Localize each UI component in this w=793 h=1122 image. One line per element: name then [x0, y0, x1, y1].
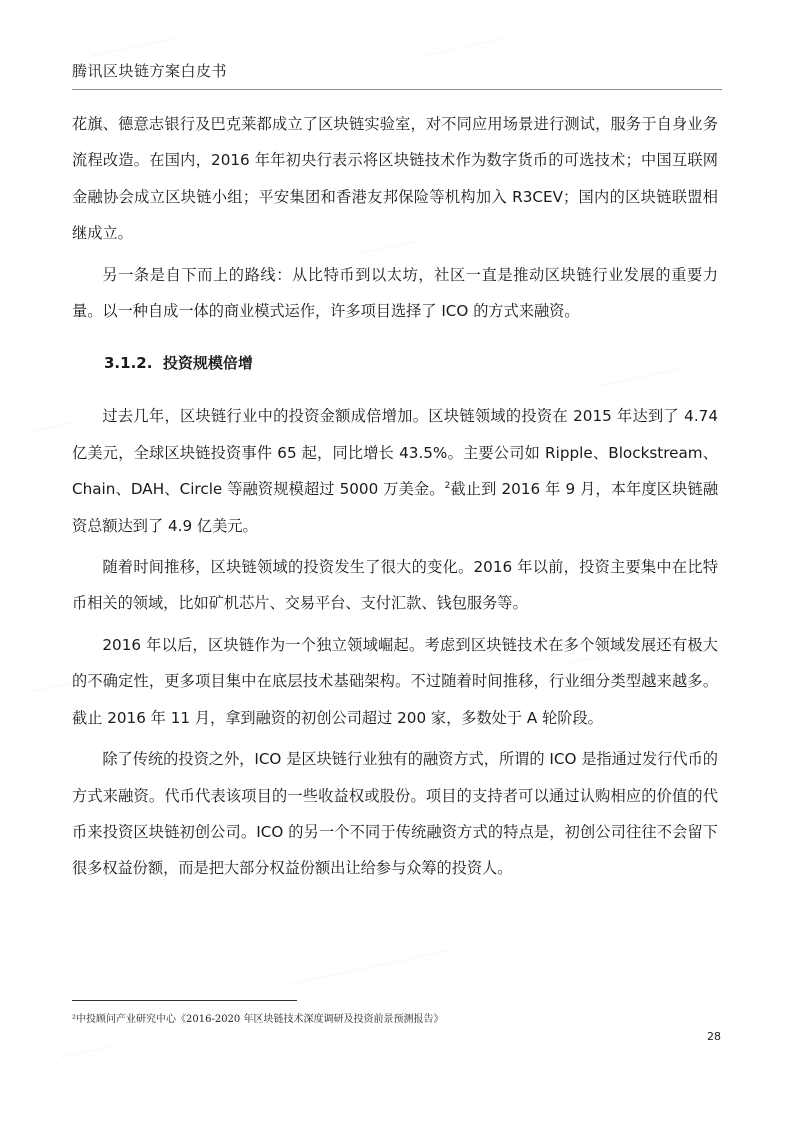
page-header-title: 腾讯区块链方案白皮书 — [72, 62, 228, 80]
page-number: 28 — [707, 1030, 721, 1043]
watermark — [29, 416, 74, 439]
section-number: 3.1.2. — [104, 354, 153, 373]
footnote-ref[interactable]: 2 — [444, 481, 451, 492]
watermark — [89, 31, 177, 63]
paragraph: 另一条是自下而上的路线：从比特币到以太坊，社区一直是推动区块链行业发展的重要力量。以一种自成一体的商业模式运作，许多项目选择了 ICO 的方式来融资。 — [72, 265, 718, 321]
paragraph-text: 过去几年，区块链行业中的投资金额成倍增加。区块链领域的投资在 2015 年达到了 4.74 亿美元，全球区块链投资事件 65 起，同比增长 43.5%。主要公司如 Ripple、Blockstream、Chain、DAH、Circle 等融资规模超过 5000 万美金。 — [72, 407, 718, 499]
section-title: 投资规模倍增 — [162, 354, 253, 373]
footnote-divider — [72, 1000, 297, 1001]
section-heading — [72, 345, 718, 381]
document-body — [72, 106, 718, 892]
paragraph: 2016 年以后，区块链作为一个独立领域崛起。考虑到区块链技术在多个领域发展还有极大的不确定性，更多项目集中在底层技术基础架构。不过随着时间推移，行业细分类型越来越多。截止 2016 年 11 月，拿到融资的初创公司超过 200 家，多数处于 A 轮阶段。 — [72, 635, 718, 727]
watermark — [290, 944, 448, 991]
paragraph-investment — [72, 398, 718, 544]
paragraph: 随着时间推移，区块链领域的投资发生了很大的变化。2016 年以前，投资主要集中在比特币相关的领域，比如矿机芯片、交易平台、支付汇款、钱包服务等。 — [72, 558, 718, 613]
watermark — [59, 1040, 111, 1064]
header-divider — [72, 89, 722, 90]
paragraph-text: 截止到 2016 年 9 月，本年度区块链融资总额达到了 4.9 亿美元。 — [72, 480, 719, 535]
watermark — [419, 31, 507, 63]
paragraph: 除了传统的投资之外，ICO 是区块链行业独有的融资方式，所谓的 ICO 是指通过发行代币的方式来融资。代币代表该项目的一些收益权或股份。项目的支持者可以通过认购相应的价值的代币来投资区块链初创公司。ICO 的另一个不同于传统融资方式的特点是，初创公司往往不会留下很多权益份额，而是把大部分权益份额出让给参与众筹的投资人。 — [72, 750, 718, 878]
paragraph: 花旗、德意志银行及巴克莱都成立了区块链实验室，对不同应用场景进行测试，服务于自身业务流程改造。在国内，2016 年年初央行表示将区块链技术作为数字货币的可选技术；中国互联网金融协会成立区块链小组；平安集团和香港友邦保险等机构加入 R3CEV；国内的区块链联盟相继成立。 — [72, 115, 718, 243]
watermark — [29, 676, 74, 699]
footnote: ²中投顾问产业研究中心《2016-2020 年区块链技术深度调研及投资前景预测报告》 — [72, 1014, 444, 1025]
